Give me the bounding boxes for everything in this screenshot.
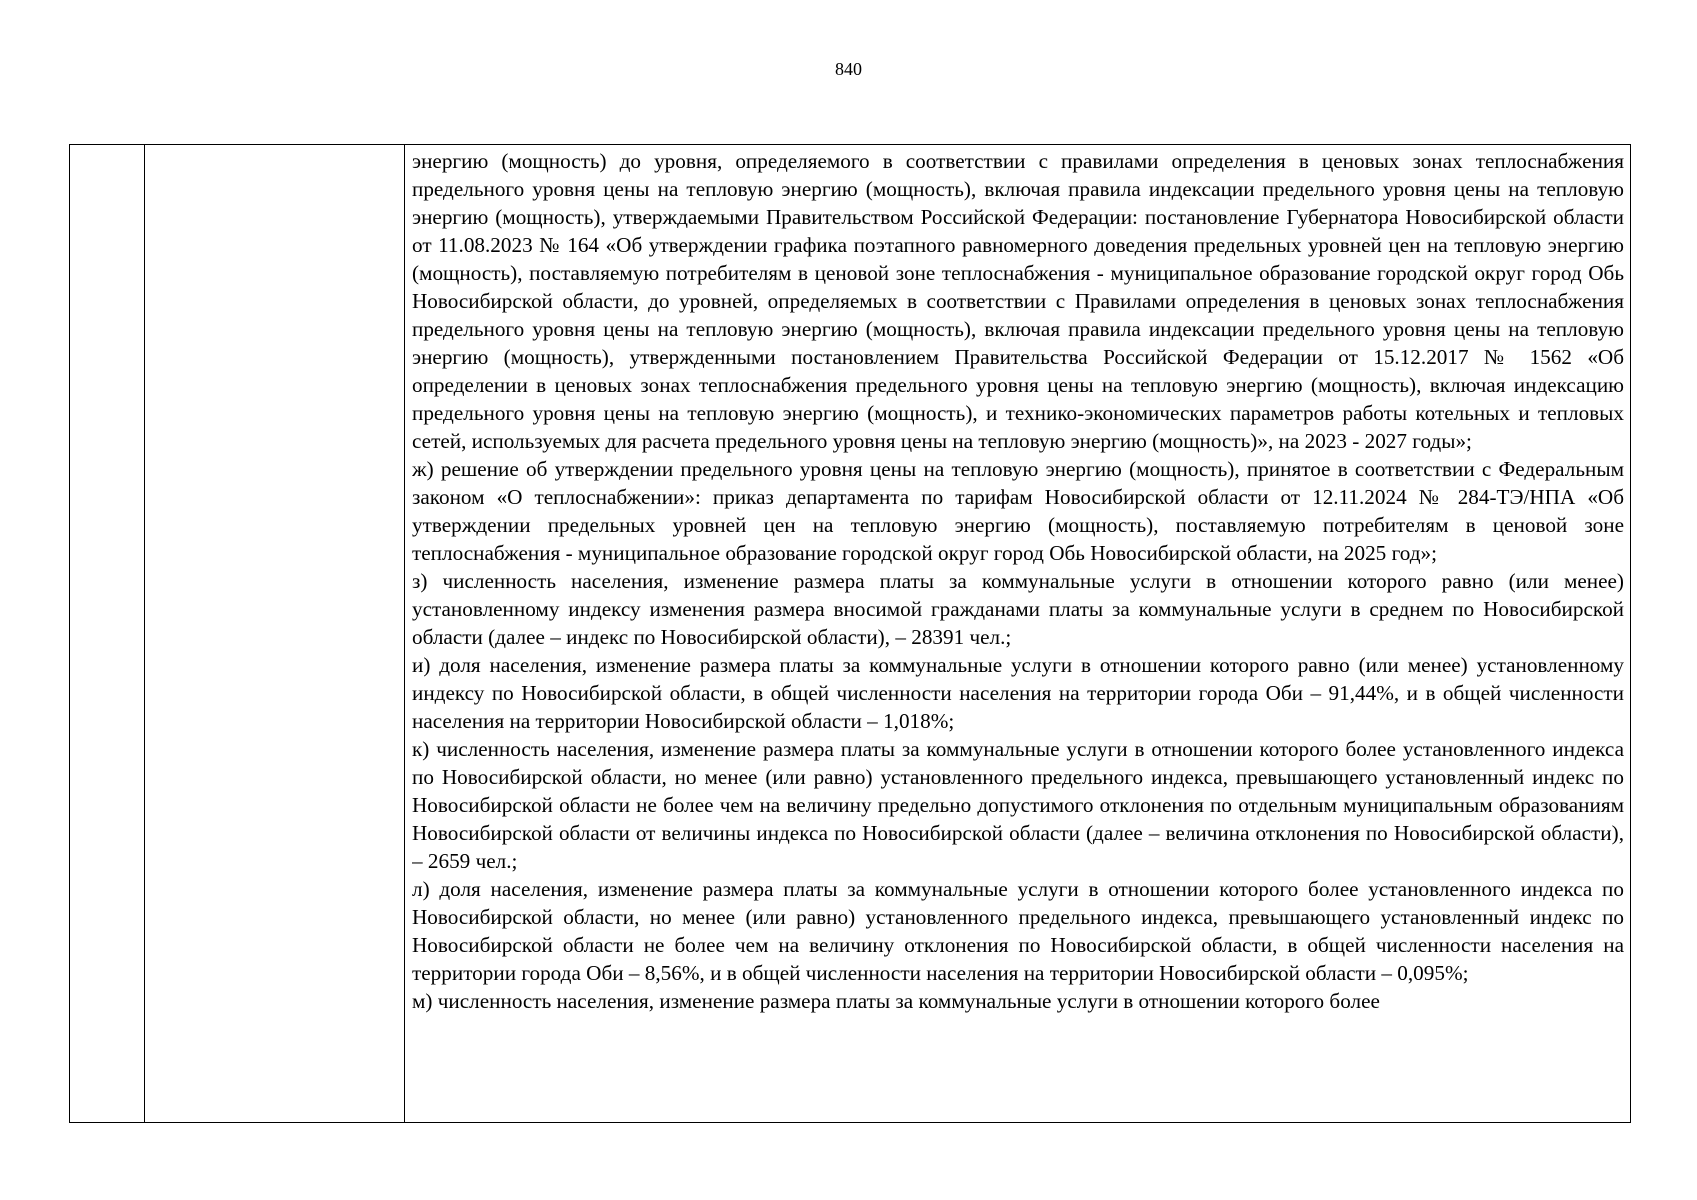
paragraph-m: м) численность населения, изменение размера платы за коммунальные услуги в отношении которого более	[412, 989, 1380, 1013]
table-cell-title	[145, 145, 405, 1123]
content-text-block	[412, 147, 1624, 1122]
table-row	[70, 145, 1631, 1123]
paragraph-z: з) численность населения, изменение размера платы за коммунальные услуги в отношении которого равно (или менее) установленному индексу изменения размера вносимой гражданами платы за коммунальные услуги в среднем по Новосибирской области (далее – индекс по Новосибирской области), – 28391 чел.;	[412, 569, 1624, 649]
page-number: 840	[835, 59, 862, 79]
table-cell-number	[70, 145, 145, 1123]
document-table	[69, 144, 1631, 1123]
paragraph-zh: ж) решение об утверждении предельного уровня цены на тепловую энергию (мощность), принятое в соответствии с Федеральным законом «О теплоснабжении»: приказ департамента по тарифам Новосибирской области от 12.11.2024 № 284-ТЭ/НПА «Об утверждении предельных уровней цен на тепловую энергию (мощность), поставляемую потребителям в ценовой зоне теплоснабжения - муниципальное образование городской округ город Обь Новосибирской области, на 2025 год»;	[412, 457, 1624, 565]
paragraph-k: к) численность населения, изменение размера платы за коммунальные услуги в отношении которого более установленного индекса по Новосибирской области, но менее (или равно) установленного предельного индекса, превышающего установленный индекс по Новосибирской области не более чем на величину предельно допустимого отклонения по отдельным муниципальным образованиям Новосибирской области от величины индекса по Новосибирской области (далее – величина отклонения по Новосибирской области), – 2659 чел.;	[412, 737, 1624, 873]
paragraph-l: л) доля населения, изменение размера платы за коммунальные услуги в отношении которого более установленного индекса по Новосибирской области, но менее (или равно) установленного предельного индекса, превышающего установленный индекс по Новосибирской области не более чем на величину отклонения по Новосибирской области, в общей численности населения на территории города Оби – 8,56%, и в общей численности населения на территории Новосибирской области – 0,095%;	[412, 877, 1624, 985]
paragraph-intro: энергию (мощность) до уровня, определяемого в соответствии с правилами определения в ценовых зонах теплоснабжения предельного уровня цены на тепловую энергию (мощность), включая правила индексации предельного уровня цены на тепловую энергию (мощность), утверждаемыми Правительством Российской Федерации: постановление Губернатора Новосибирской области от 11.08.2023 № 164 «Об утверждении графика поэтапного равномерного доведения предельных уровней цен на тепловую энергию (мощность), поставляемую потребителям в ценовой зоне теплоснабжения - муниципальное образование городской округ город Обь Новосибирской области, до уровней, определяемых в соответствии с Правилами определения в ценовых зонах теплоснабжения предельного уровня цены на тепловую энергию (мощность), включая правила индексации предельного уровня цены на тепловую энергию (мощность), утвержденными постановлением Правительства Российской Федерации от 15.12.2017 № 1562 «Об определении в ценовых зонах теплоснабжения предельного уровня цены на тепловую энергию (мощность), включая индексацию предельного уровня цены на тепловую энергию (мощность), и технико-экономических параметров работы котельных и тепловых сетей, используемых для расчета предельного уровня цены на тепловую энергию (мощность)», на 2023 - 2027 годы»;	[412, 149, 1624, 453]
table-cell-content	[405, 145, 1631, 1123]
paragraph-i: и) доля населения, изменение размера платы за коммунальные услуги в отношении которого равно (или менее) установленному индексу по Новосибирской области, в общей численности населения на территории города Оби – 91,44%, и в общей численности населения на территории Новосибирской области – 1,018%;	[412, 653, 1624, 733]
